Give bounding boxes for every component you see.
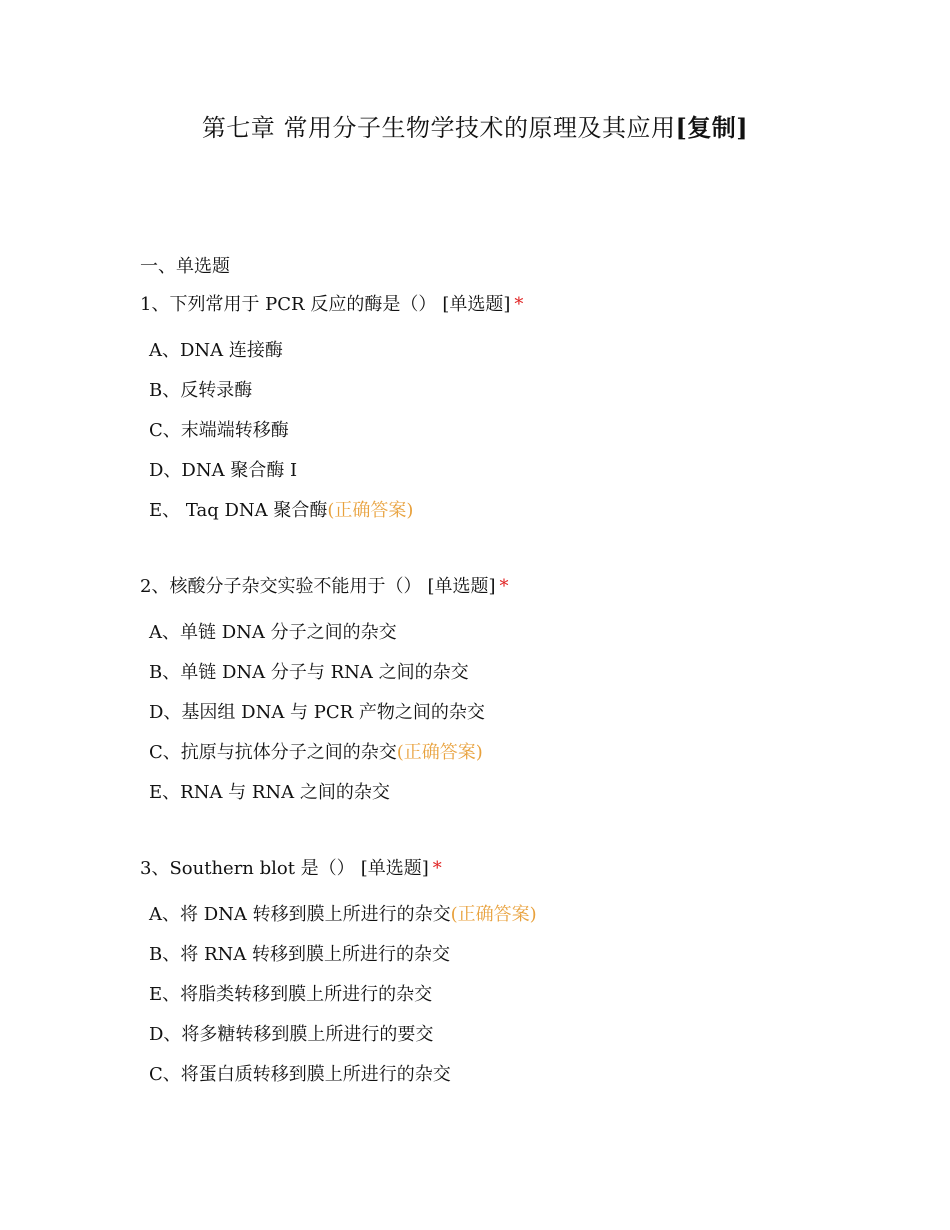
question-2-option-5 [149,778,390,804]
page-title [0,108,950,143]
question-2-option-1 [149,618,397,644]
question-1-option-b [149,376,252,402]
question-2-option-2 [149,658,469,684]
question-1-option-c [149,416,289,442]
question-text: 2、核酸分子杂交实验不能用于（） [140,576,422,597]
question-2 [140,572,509,598]
correct-answer-label: (正确答案) [450,904,537,925]
title-main: 第七章 常用分子生物学技术的原理及其应用 [201,114,676,142]
option-text: B、单链 DNA 分子与 RNA 之间的杂交 [149,662,469,683]
required-mark: * [514,294,524,315]
correct-answer-label: (正确答案) [327,500,414,521]
option-text: C、抗原与抗体分子之间的杂交 [149,742,397,763]
option-text: D、将多糖转移到膜上所进行的要交 [149,1024,434,1045]
option-text: D、基因组 DNA 与 PCR 产物之间的杂交 [149,702,485,723]
question-3 [140,854,442,880]
option-text: A、单链 DNA 分子之间的杂交 [149,622,397,643]
question-text: 1、下列常用于 PCR 反应的酶是（） [140,294,437,315]
question-3-option-4 [149,1020,433,1046]
title-suffix: [复制] [675,113,749,142]
question-type-label: [单选题] [442,294,511,315]
option-text: B、反转录酶 [149,380,253,401]
option-text: B、将 RNA 转移到膜上所进行的杂交 [149,944,450,965]
question-1 [140,290,523,316]
option-text: E、 Taq DNA 聚合酶 [149,500,328,521]
option-text: C、末端端转移酶 [149,420,289,441]
option-text: A、DNA 连接酶 [149,340,283,361]
required-mark: * [432,858,442,879]
question-3-option-3 [149,980,432,1006]
question-3-option-5 [149,1060,451,1086]
option-text: C、将蛋白质转移到膜上所进行的杂交 [149,1064,451,1085]
question-3-option-2 [149,940,450,966]
question-1-option-d [149,456,297,482]
question-1-option-e [149,496,413,522]
section-heading: 一、单选题 [140,256,230,277]
question-1-option-a [149,336,283,362]
question-type-label: [单选题] [427,576,496,597]
question-2-option-4 [149,738,483,764]
question-text: 3、Southern blot 是（） [140,858,355,879]
option-text: E、将脂类转移到膜上所进行的杂交 [149,984,433,1005]
question-2-option-3 [149,698,485,724]
option-text: D、DNA 聚合酶 I [149,460,298,481]
question-3-option-1 [149,900,537,926]
option-text: A、将 DNA 转移到膜上所进行的杂交 [149,904,451,925]
correct-answer-label: (正确答案) [396,742,483,763]
option-text: E、RNA 与 RNA 之间的杂交 [149,782,390,803]
required-mark: * [499,576,509,597]
question-type-label: [单选题] [360,858,429,879]
